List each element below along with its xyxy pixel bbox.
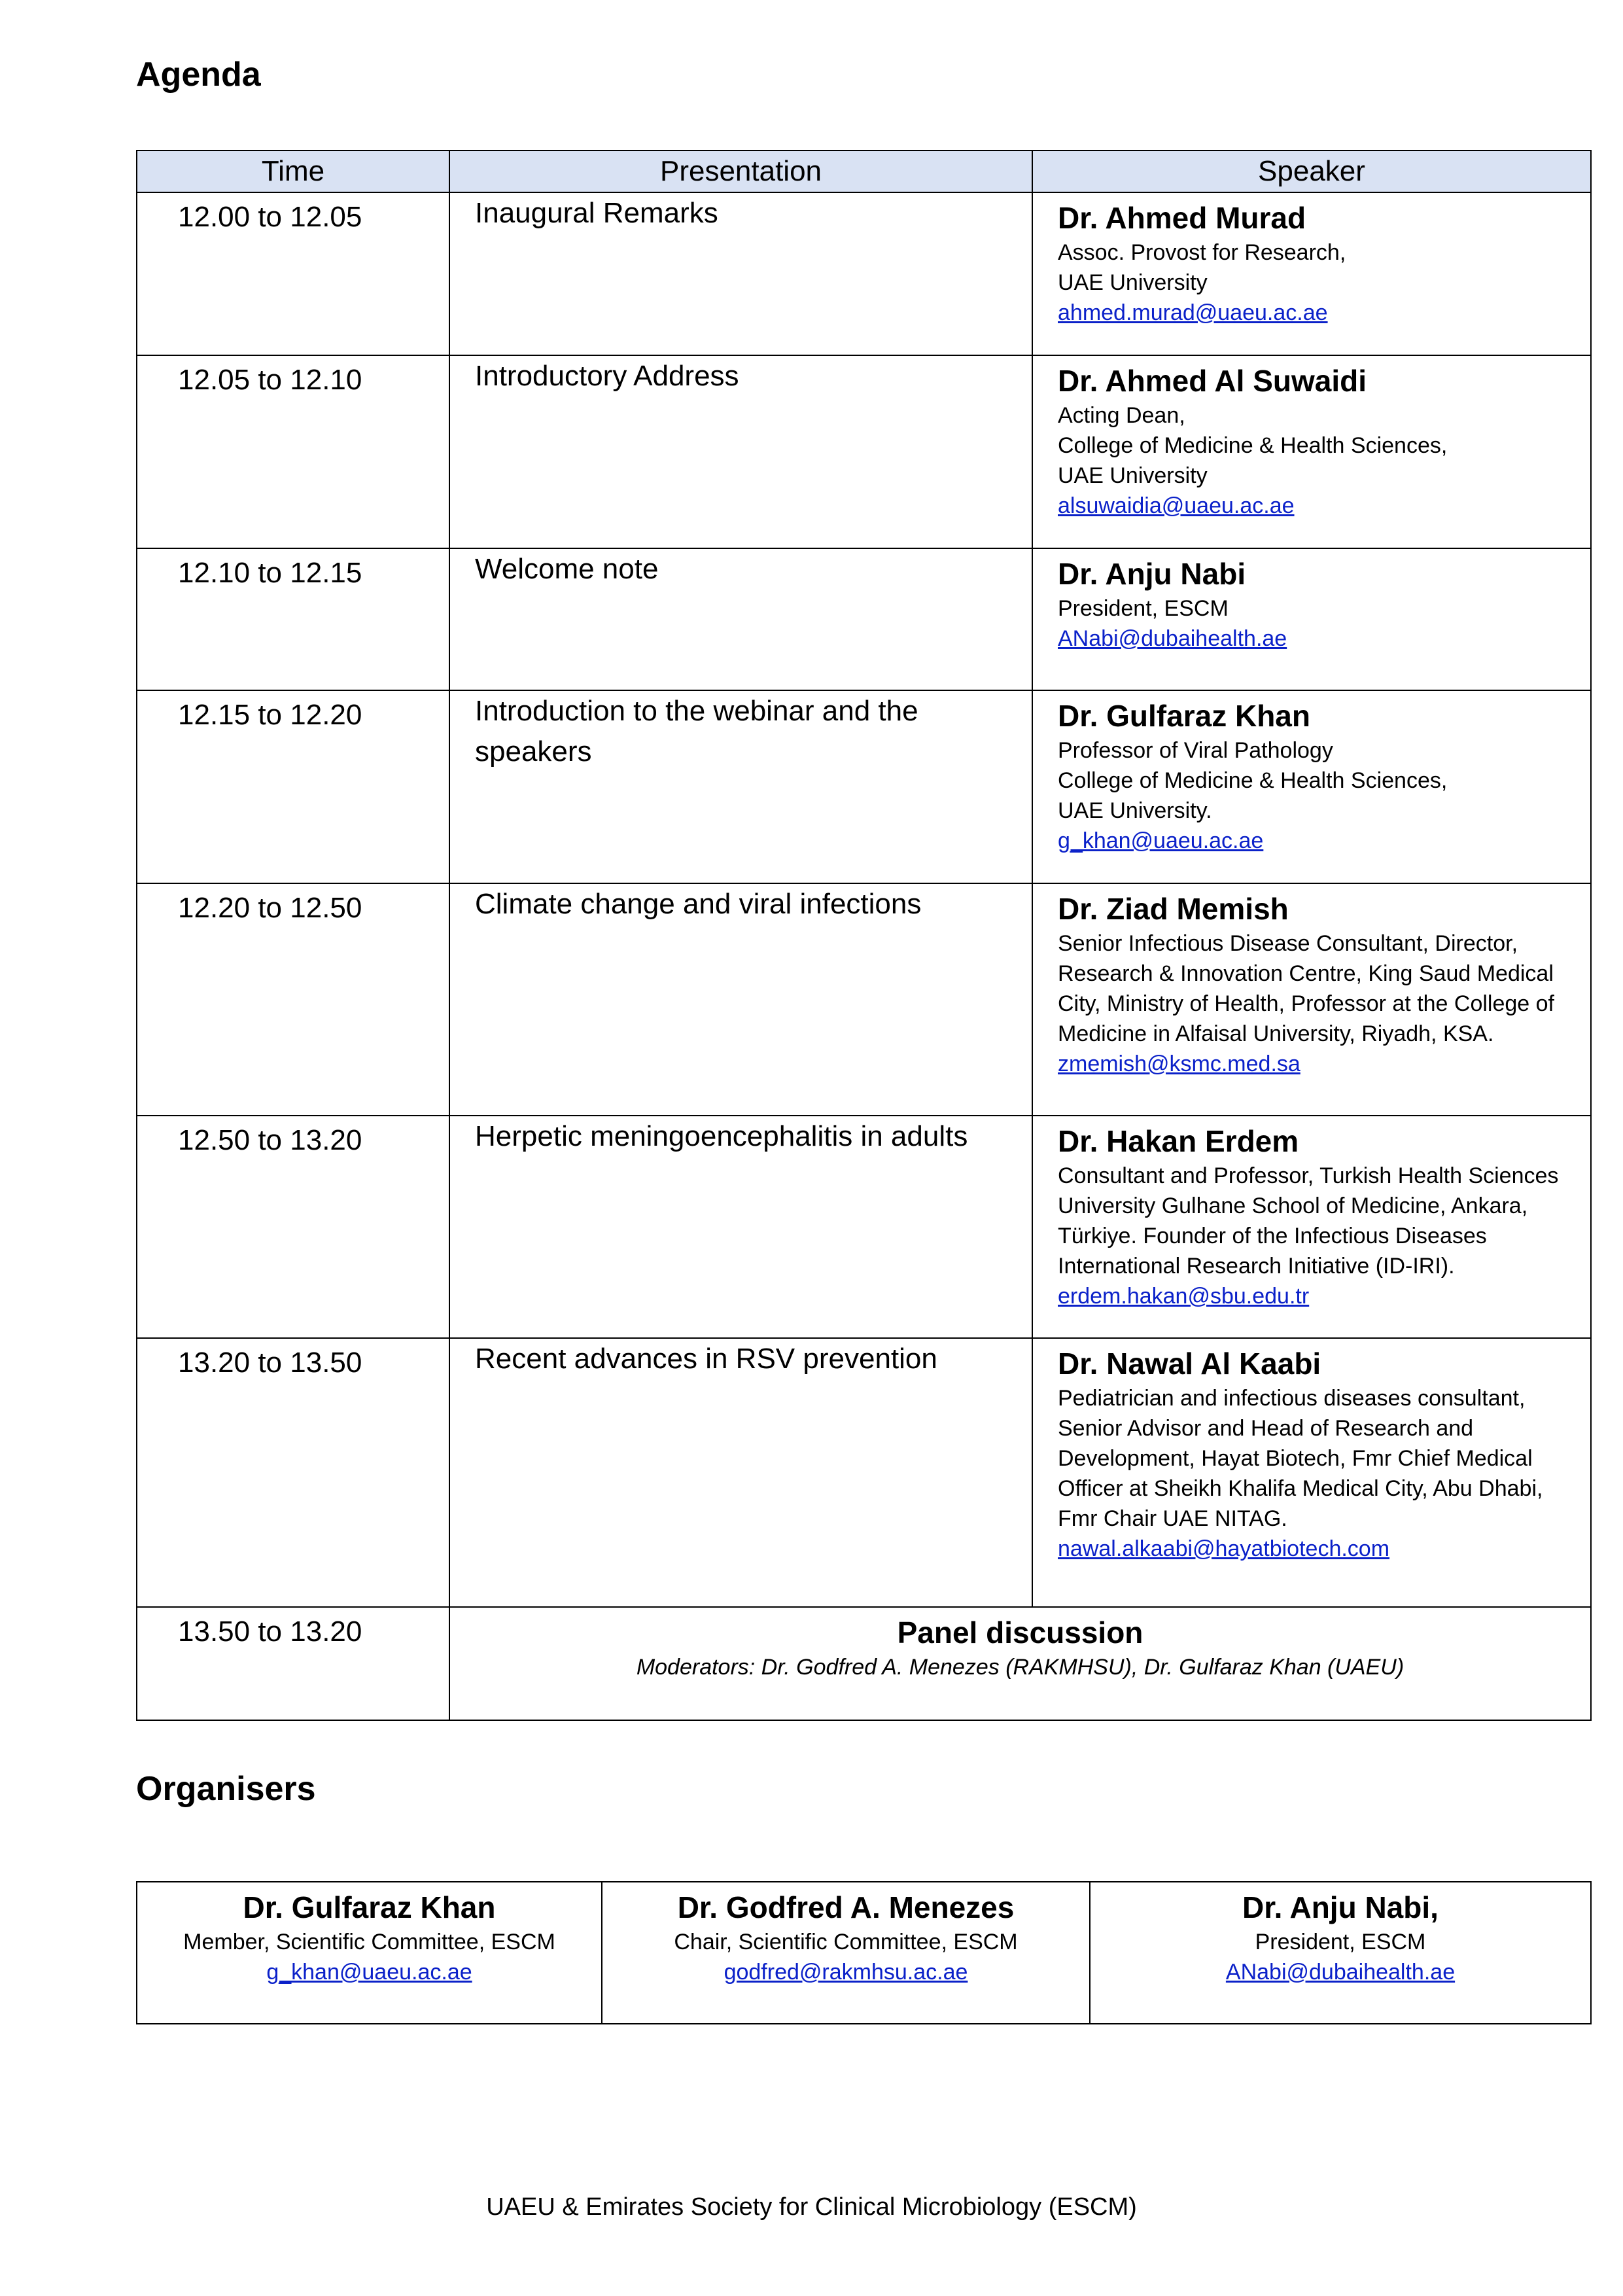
speaker-detail: University Gulhane School of Medicine, Ankara,: [1058, 1193, 1528, 1218]
organiser-role: Chair, Scientific Committee, ESCM: [674, 1930, 1018, 1954]
organiser-card: [602, 1882, 1090, 2024]
speaker-cell: [1032, 355, 1591, 548]
speaker-detail: President, ESCM: [1058, 596, 1229, 621]
table-row: [137, 883, 1591, 1116]
presentation-cell: Recent advances in RSV prevention: [449, 1338, 1032, 1607]
speaker-detail: Türkiye. Founder of the Infectious Diseases: [1058, 1224, 1487, 1248]
panel-cell: [449, 1607, 1591, 1720]
panel-row: [137, 1607, 1591, 1720]
speaker-cell: [1032, 883, 1591, 1116]
speaker-email-link[interactable]: g_khan@uaeu.ac.ae: [1058, 828, 1264, 853]
column-header-time: Time: [137, 150, 449, 192]
table-row: [137, 1338, 1591, 1607]
speaker-detail: Research & Innovation Centre, King Saud Medical: [1058, 961, 1554, 986]
speaker-detail: UAE University: [1058, 463, 1208, 488]
agenda-header-row: [137, 150, 1591, 192]
speaker-email-link[interactable]: ANabi@dubaihealth.ae: [1058, 626, 1287, 651]
page-footer: UAEU & Emirates Society for Clinical Microbiology (ESCM): [486, 2193, 1137, 2221]
speaker-detail: Assoc. Provost for Research,: [1058, 240, 1346, 265]
organiser-card: [1090, 1882, 1591, 2024]
speaker-detail: International Research Initiative (ID-IRI).: [1058, 1254, 1455, 1279]
organiser-email-link[interactable]: g_khan@uaeu.ac.ae: [266, 1960, 472, 1985]
time-cell: 12.20 to 12.50: [137, 883, 449, 1116]
table-row: [137, 548, 1591, 690]
table-row: [137, 192, 1591, 355]
speaker-email-link[interactable]: zmemish@ksmc.med.sa: [1058, 1051, 1300, 1076]
organiser-name: Dr. Anju Nabi,: [1242, 1890, 1439, 1924]
organiser-name: Dr. Gulfaraz Khan: [243, 1890, 496, 1924]
speaker-detail: Senior Advisor and Head of Research and: [1058, 1416, 1474, 1441]
presentation-cell: Herpetic meningoencephalitis in adults: [449, 1116, 1032, 1338]
organiser-role: President, ESCM: [1255, 1930, 1426, 1954]
speaker-detail: College of Medicine & Health Sciences,: [1058, 768, 1448, 793]
speaker-detail: Acting Dean,: [1058, 403, 1185, 428]
agenda-heading: Agenda: [136, 56, 261, 94]
organisers-heading: Organisers: [136, 1770, 316, 1808]
time-cell: 12.10 to 12.15: [137, 548, 449, 690]
speaker-name: Dr. Hakan Erdem: [1058, 1124, 1299, 1158]
organiser-email-link[interactable]: godfred@rakmhsu.ac.ae: [724, 1960, 968, 1985]
organisers-row: [137, 1882, 1591, 2024]
speaker-detail: UAE University: [1058, 270, 1208, 295]
organiser-card: [137, 1882, 602, 2024]
table-row: [137, 355, 1591, 548]
speaker-email-link[interactable]: erdem.hakan@sbu.edu.tr: [1058, 1284, 1310, 1309]
speaker-cell: [1032, 192, 1591, 355]
speaker-detail: Pediatrician and infectious diseases consultant,: [1058, 1386, 1526, 1411]
panel-moderators: Moderators: Dr. Godfred A. Menezes (RAKMHSU), Dr. Gulfaraz Khan (UAEU): [636, 1655, 1405, 1680]
speaker-email-link[interactable]: nawal.alkaabi@hayatbiotech.com: [1058, 1536, 1390, 1561]
speaker-detail: Senior Infectious Disease Consultant, Director,: [1058, 931, 1518, 956]
speaker-name: Dr. Ahmed Al Suwaidi: [1058, 364, 1367, 398]
speaker-detail: Professor of Viral Pathology: [1058, 738, 1333, 763]
panel-title: Panel discussion: [897, 1616, 1143, 1650]
presentation-cell: Climate change and viral infections: [449, 883, 1032, 1116]
organisers-table: [136, 1881, 1592, 2024]
table-row: [137, 1116, 1591, 1338]
time-cell: 13.50 to 13.20: [137, 1607, 449, 1720]
speaker-detail: Fmr Chair UAE NITAG.: [1058, 1506, 1287, 1531]
speaker-name: Dr. Ziad Memish: [1058, 892, 1289, 926]
presentation-cell: Introduction to the webinar and the speakers: [449, 690, 1032, 883]
speaker-detail: City, Ministry of Health, Professor at the College of: [1058, 991, 1555, 1016]
speaker-cell: [1032, 690, 1591, 883]
speaker-cell: [1032, 548, 1591, 690]
organiser-role: Member, Scientific Committee, ESCM: [183, 1930, 555, 1954]
column-header-presentation: Presentation: [449, 150, 1032, 192]
speaker-detail: UAE University.: [1058, 798, 1212, 823]
organiser-name: Dr. Godfred A. Menezes: [677, 1890, 1015, 1924]
speaker-detail: Consultant and Professor, Turkish Health Sciences: [1058, 1163, 1559, 1188]
speaker-name: Dr. Ahmed Murad: [1058, 201, 1306, 235]
agenda-table: [136, 150, 1592, 1721]
speaker-detail: Development, Hayat Biotech, Fmr Chief Medical: [1058, 1446, 1533, 1471]
speaker-name: Dr. Anju Nabi: [1058, 557, 1246, 591]
column-header-speaker: Speaker: [1032, 150, 1591, 192]
speaker-detail: Officer at Sheikh Khalifa Medical City, Abu Dhabi,: [1058, 1476, 1543, 1501]
speaker-email-link[interactable]: ahmed.murad@uaeu.ac.ae: [1058, 300, 1328, 325]
speaker-cell: [1032, 1116, 1591, 1338]
time-cell: 12.00 to 12.05: [137, 192, 449, 355]
time-cell: 12.15 to 12.20: [137, 690, 449, 883]
organiser-email-link[interactable]: ANabi@dubaihealth.ae: [1225, 1960, 1456, 1985]
speaker-name: Dr. Nawal Al Kaabi: [1058, 1347, 1321, 1381]
speaker-detail: Medicine in Alfaisal University, Riyadh, KSA.: [1058, 1021, 1494, 1046]
time-cell: 12.50 to 13.20: [137, 1116, 449, 1338]
presentation-cell: Inaugural Remarks: [449, 192, 1032, 355]
time-cell: 13.20 to 13.50: [137, 1338, 449, 1607]
speaker-cell: [1032, 1338, 1591, 1607]
time-cell: 12.05 to 12.10: [137, 355, 449, 548]
speaker-detail: College of Medicine & Health Sciences,: [1058, 433, 1448, 458]
table-row: [137, 690, 1591, 883]
speaker-email-link[interactable]: alsuwaidia@uaeu.ac.ae: [1058, 493, 1295, 518]
presentation-cell: Welcome note: [449, 548, 1032, 690]
speaker-name: Dr. Gulfaraz Khan: [1058, 699, 1310, 733]
presentation-cell: Introductory Address: [449, 355, 1032, 548]
